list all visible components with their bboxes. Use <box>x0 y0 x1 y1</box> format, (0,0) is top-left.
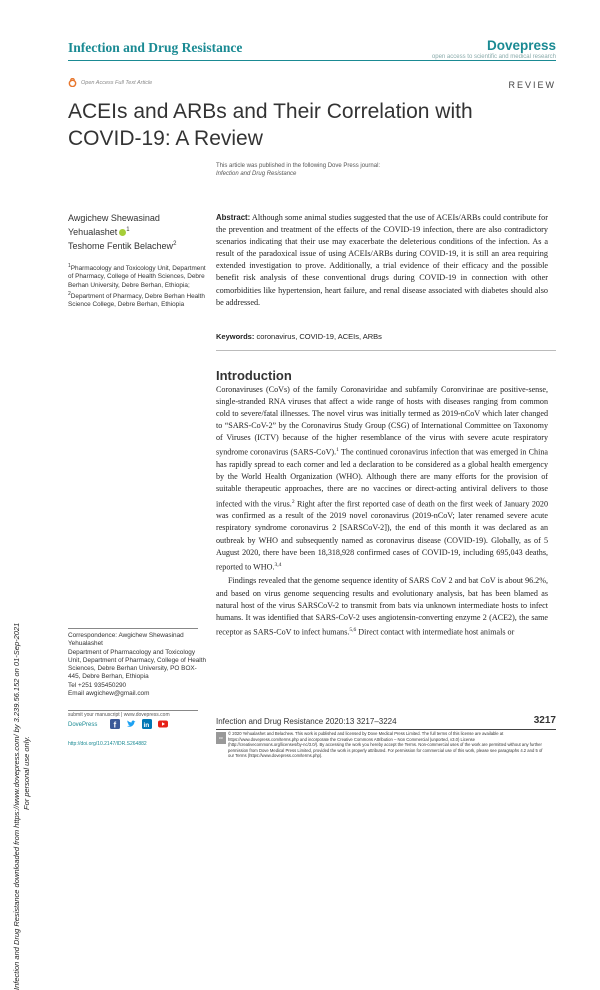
youtube-icon[interactable] <box>158 719 168 729</box>
section-heading: Introduction <box>216 368 292 383</box>
affiliations: $^1$Pharmacology and Toxicology Unit, Department of Pharmacy, College of Health Sciences, Debre Berhan University, Debre Berhan, Ethiopia; $^2$Department of Pharmacy, Debre Berhan Health Science College, Debre Berhan, Ethiopia <box>68 263 206 309</box>
article-title: ACEIs and ARBs and Their Correlation with COVID-19: A Review <box>68 100 473 150</box>
citation-ref[interactable]: 5,6 <box>349 626 357 633</box>
keywords-text: coronavirus, COVID-19, ACEIs, ARBs <box>256 332 382 341</box>
submit-manuscript-link[interactable]: submit your manuscript | www.dovepress.com <box>68 712 170 718</box>
footer-divider <box>68 710 198 711</box>
open-access-badge <box>68 78 152 87</box>
open-access-label: Open Access Full Text Article <box>81 79 153 86</box>
doi-link[interactable]: http://doi.org/10.2147/IDR.S264882 <box>68 741 147 747</box>
social-links <box>110 719 168 729</box>
twitter-icon[interactable] <box>126 719 136 729</box>
correspondence-address: Department of Pharmacology and Toxicology Unit, Department of Pharmacy, College of Health Sciences, Debre Berhan University, PO BOX- 445, Debre Berhan, Ethiopia <box>68 648 207 681</box>
footer-citation: Infection and Drug Resistance 2020:13 3217–3224 <box>216 717 397 726</box>
watermark-line: For personal use only. <box>22 736 31 810</box>
affiliation-text: Pharmacology and Toxicology Unit, Department of Pharmacy, College of Health Sciences, Debre Berhan University, Debre Berhan, Ethiopia; <box>68 265 206 289</box>
publication-note-journal[interactable]: Infection and Drug Resistance <box>216 171 297 177</box>
abstract-text: Although some animal studies suggested that the use of ACEIs/ARBs could contribute for the prevention and treatment of the effects of the COVID-19 infection, there are also contradictory scenarios indicating that their use may exacerbate the deleterious conditions of the infection. As a result of the paradoxical issue of using ACEIs/ARBs during COVID-19, it is still an area requiring extended investigation to prove. Additionally, a trial evidence of their efficacy and the possible benefit risk analysis of these conventional drugs during COVID-19 in connection with other comorbidities like hypertension, heart failure, and renal disease associated with diabetes should also be addressed. <box>216 213 548 307</box>
citation-ref[interactable]: 2 <box>291 498 295 505</box>
download-watermark <box>12 214 42 990</box>
svg-text:in: in <box>143 722 150 729</box>
journal-name: Infection and Drug Resistance <box>68 40 243 55</box>
page-number: 3217 <box>533 715 556 726</box>
paragraph: Coronaviruses (CoVs) of the family Coronaviridae and subfamily Coronvirinae are positive-sense, single-stranded RNA viruses that affect a wide range of hosts with diseases ranging from common cold to severe/fatal illnesses. The novel virus was initially termed as 2019-nCoV which later changed to “SARS-CoV-2” by the Coronavirus Study Group (CSG) of International Committee on Taxonomy of Viruses (ICTV) because of the higher resemblance of the virus with severe acute respiratory syndrome coronavirus (SARS-CoV).$^1$ The continued coronavirus infection that was emerged in China has rapidly spread to each corner and led a declaration to be considered as a global health emergency by the World Health Organization (WHO). Although there are many efforts for the provision of suitable therapeutic approaches, there are no vaccines or direct-acting antiviral delivers to those infected with the virus.$^2$ Right after the first reported case of death on the first week of January 2020 was confirmed as a result of the 2019 novel coronavirus (2019-nCoV; later renamed severe acute respiratory syndrome coronavirus 2 [SARSCoV-2]), the end of this month it was declared as an outbreak by WHO and subsequently named as coronavirus disease (COVID-19). Globally, as of 5 August 2020, there have been 18,318,928 confirmed cases of COVID-19, including 695,043 deaths, reported to WHO.$^{3,4}$ <box>216 385 549 572</box>
svg-text:f: f <box>113 720 117 729</box>
author-name: Teshome Fentik Belachew <box>68 241 174 251</box>
footer-rule <box>216 729 556 730</box>
publisher-tagline: open access to scientific and medical research <box>431 54 556 60</box>
abstract-label: Abstract: <box>216 213 251 222</box>
affiliation-marker: 1 <box>126 227 130 233</box>
watermark-line: Infection and Drug Resistance downloaded from https://www.dovepress.com/ by 3.239.56.152 on 01-Sep-2021 <box>12 622 21 990</box>
open-access-icon <box>68 78 77 87</box>
correspondence-block <box>68 632 208 698</box>
citation-ref[interactable]: 1 <box>336 447 339 454</box>
affiliation-text: Department of Pharmacy, Debre Berhan Health Science College, Debre Berhan, Ethiopia <box>68 293 205 309</box>
correspondence-email[interactable]: Email awgichew@gmail.com <box>68 690 150 698</box>
keywords <box>216 332 548 341</box>
affiliation-marker: 2 <box>173 241 177 247</box>
article-type: REVIEW <box>508 80 556 90</box>
author-name: Awgichew Shewasinad <box>68 213 160 223</box>
license-text: © 2020 Yehualashet and Belachew. This work is published and licensed by Dove Medical Press Limited. The full terms of this license are available at https://www.dovepress.com/terms.php and incorporate the Creative Commons Attribution – Non Commercial (unported, v3.0) License (http://creativecommons.org/licenses/by-nc/3.0/). By accessing the work you hereby accept the Terms. Non-commercial uses of the work are permitted without any further permission from Dove Medical Press Limited, provided the work is properly attributed. For permission for commercial use of this work, please see paragraphs 4.2 and 5 of our Terms (https://www.dovepress.com/terms.php). <box>228 731 543 759</box>
publisher-logo[interactable]: Dovepress <box>486 38 556 53</box>
citation-ref[interactable]: 3,4 <box>274 561 282 568</box>
author-name: Yehualashet <box>68 227 118 237</box>
section-divider <box>216 350 556 351</box>
header-divider <box>68 60 556 61</box>
publication-note <box>216 162 380 178</box>
creative-commons-icon[interactable]: cc <box>216 732 226 744</box>
facebook-icon[interactable] <box>110 719 120 729</box>
publication-note-line: This article was published in the following Dove Press journal: <box>216 163 381 169</box>
correspondence-author: Correspondence: Awgichew Shewasinad Yehualashet <box>68 632 184 648</box>
dovepress-brand[interactable]: DovePress <box>68 722 98 728</box>
correspondence-divider <box>68 628 198 629</box>
introduction-body <box>216 384 548 639</box>
keywords-label: Keywords: <box>216 332 255 341</box>
correspondence-phone: Tel +251 935450290 <box>68 681 127 689</box>
author-list <box>68 212 208 252</box>
paragraph: Findings revealed that the genome sequence identity of SARS CoV 2 and bat CoV is about 96.2%, and based on virus genome sequencing results and evolutionary analysis, bat has been blamed as natural host of the virus SARSCoV-2 to transmit from bats via unknown intermediate hosts to infect humans. It was identified that SARS-CoV-2 uses angiotensin-converting enzyme 2 (ACE2), the same receptor as SARS-CoV to infect humans.$^{5,6}$ Direct contact with intermediate host animals or <box>216 576 548 637</box>
linkedin-icon[interactable] <box>142 719 152 729</box>
abstract <box>216 212 548 309</box>
